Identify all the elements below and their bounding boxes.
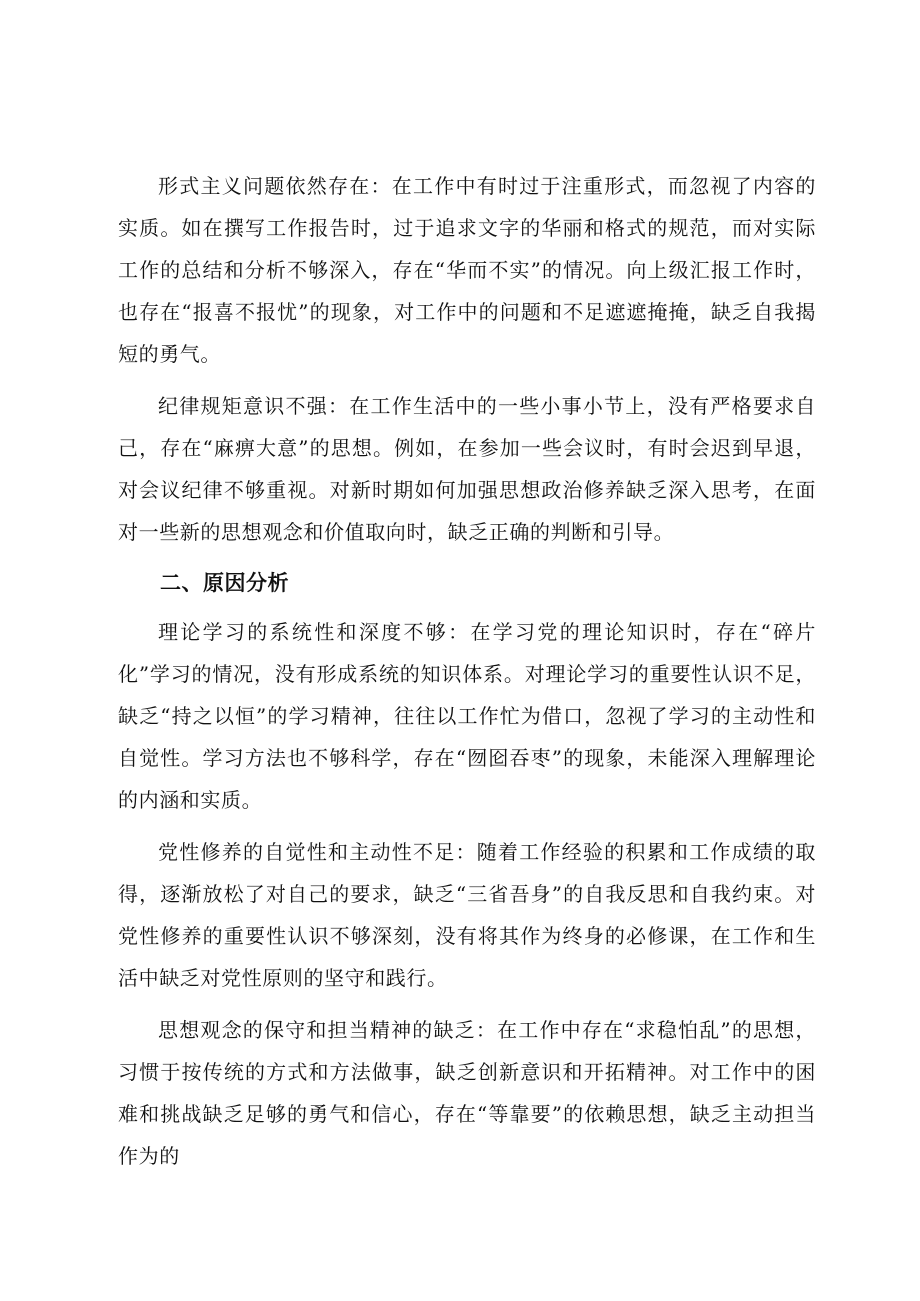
- document-body: [118, 165, 816, 1187]
- paragraph-party-spirit: 党性修养的自觉性和主动性不足：随着工作经验的积累和工作成绩的取得，逐渐放松了对自己的要求，缺乏“三省吾身”的自我反思和自我约束。对党性修养的重要性认识不够深刻，没有将其作为终身的必修课，在工作和生活中缺乏对党性原则的坚守和践行。: [118, 840, 816, 990]
- section-heading: 二、原因分析: [160, 571, 289, 595]
- paragraph-conservatism: 思想观念的保守和担当精神的缺乏：在工作中存在“求稳怕乱”的思想，习惯于按传统的方式和方法做事，缺乏创新意识和开拓精神。对工作中的困难和挑战缺乏足够的勇气和信心，存在“等靠要”的依赖思想，缺乏主动担当作为的: [118, 1018, 816, 1168]
- paragraph-theory-study: 理论学习的系统性和深度不够：在学习党的理论知识时，存在“碎片化”学习的情况，没有形成系统的知识体系。对理论学习的重要性认识不足，缺乏“持之以恒”的学习精神，往往以工作忙为借口，忽视了学习的主动性和自觉性。学习方法也不够科学，存在“囫囵吞枣”的现象，未能深入理解理论的内涵和实质。: [118, 620, 816, 812]
- paragraph-formalism: 形式主义问题依然存在：在工作中有时过于注重形式，而忽视了内容的实质。如在撰写工作报告时，过于追求文字的华丽和格式的规范，而对实际工作的总结和分析不够深入，存在“华而不实”的情况。向上级汇报工作时，也存在“报喜不报忧”的现象，对工作中的问题和不足遮遮掩掩，缺乏自我揭短的勇气。: [118, 174, 816, 366]
- paragraph-discipline: 纪律规矩意识不强：在工作生活中的一些小事小节上，没有严格要求自己，存在“麻痹大意”的思想。例如，在参加一些会议时，有时会迟到早退，对会议纪律不够重视。对新时期如何加强思想政治修养缺乏深入思考，在面对一些新的思想观念和价值取向时，缺乏正确的判断和引导。: [118, 394, 816, 544]
